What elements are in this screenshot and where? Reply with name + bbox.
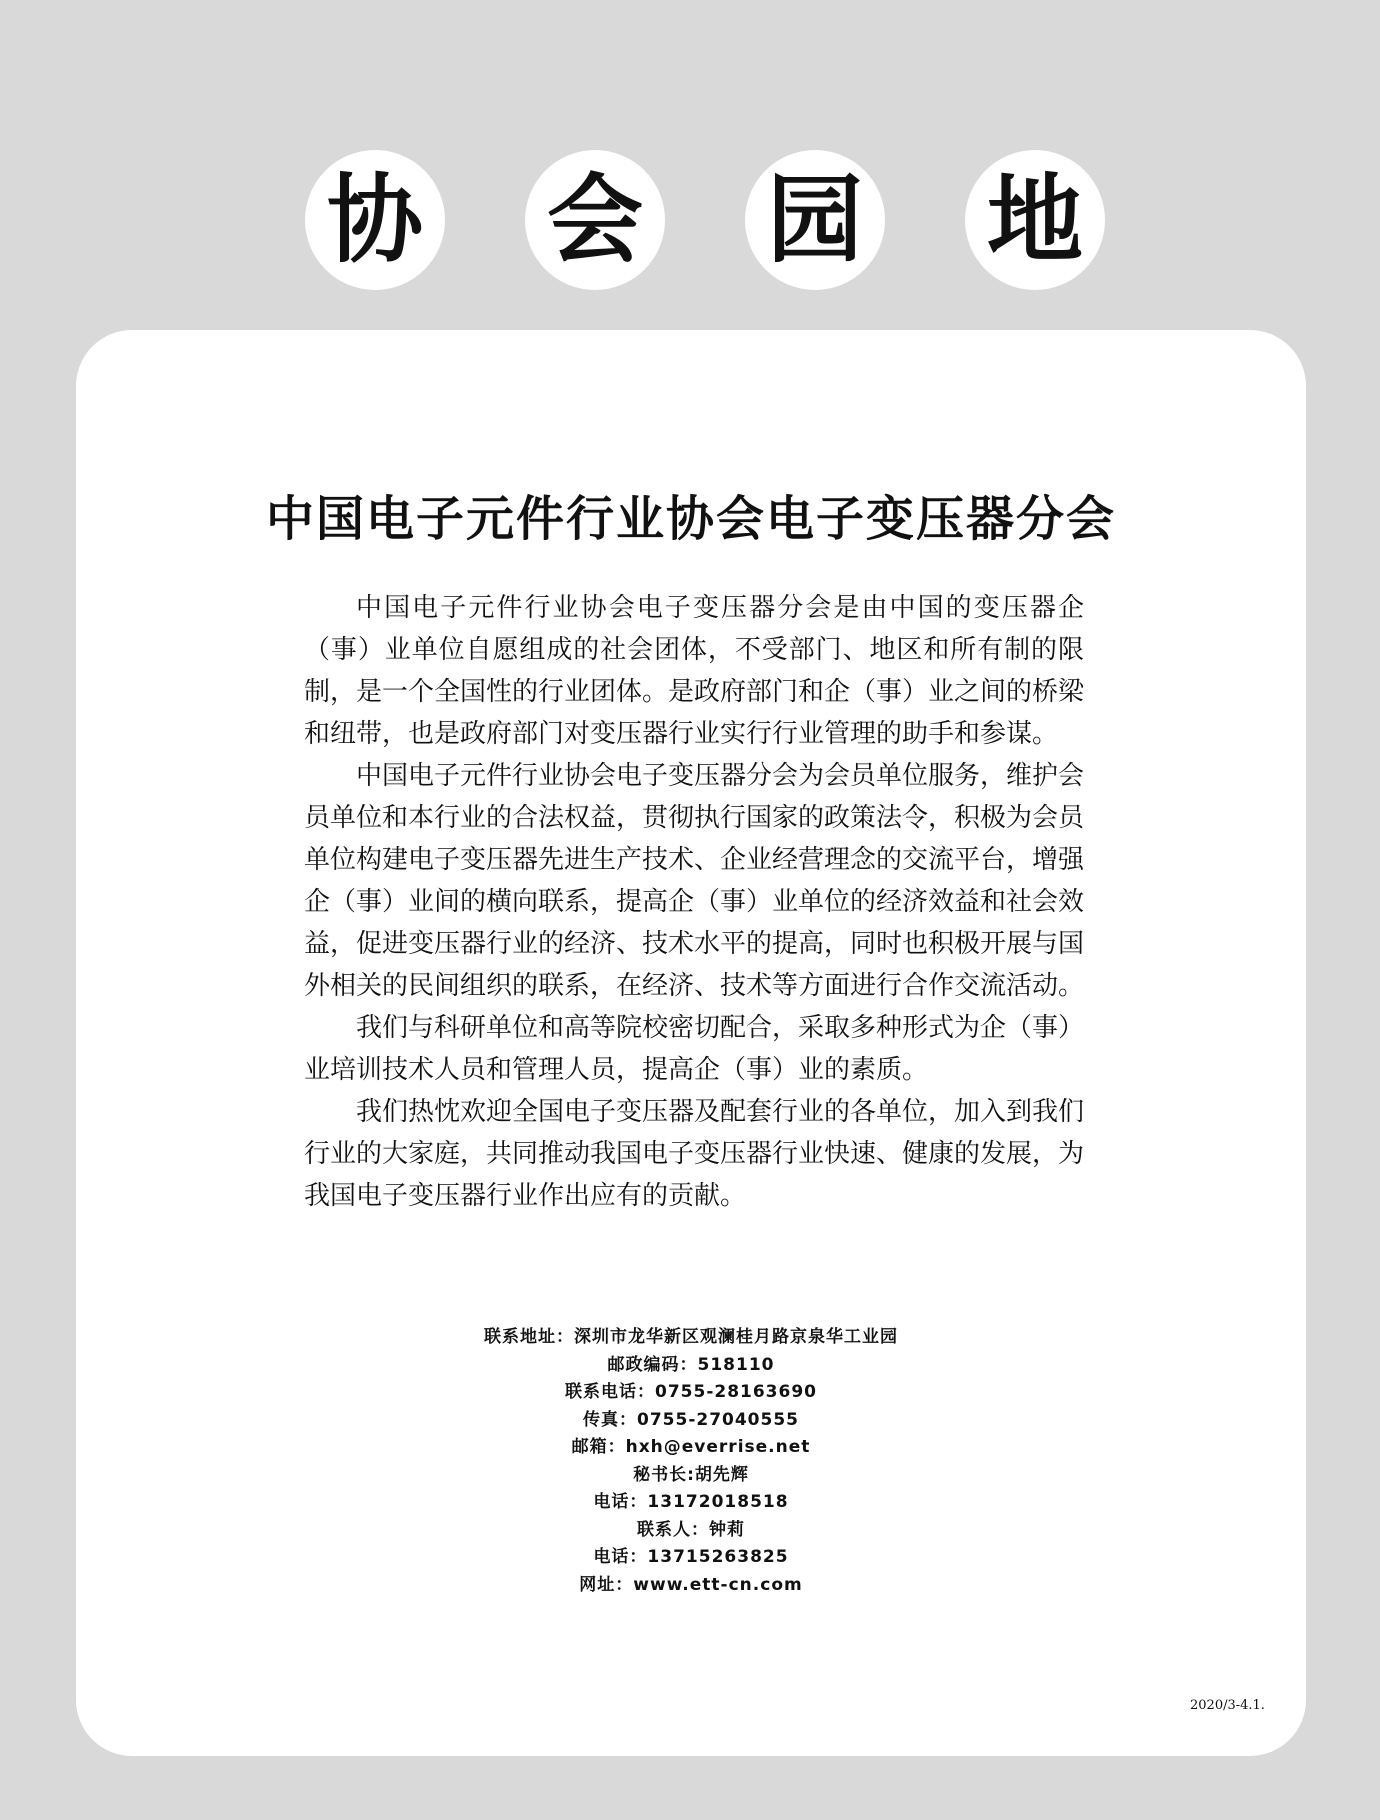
paragraph: 中国电子元件行业协会电子变压器分会是由中国的变压器企（事）业单位自愿组成的社会团体，不受部门、地区和所有制的限制，是一个全国性的行业团体。是政府部门和企（事）业之间的桥梁和纽带，也是政府部门对变压器行业实行行业管理的助手和参谋。 <box>304 593 1085 749</box>
header-char-1: 协 <box>327 164 423 276</box>
contact-person-phone: 电话：13715263825 <box>593 1547 789 1567</box>
header-char-3: 园 <box>767 164 863 276</box>
header-char-circle <box>745 150 885 290</box>
header-char-circle <box>525 150 665 290</box>
paragraph: 我们与科研单位和高等院校密切配合，采取多种形式为企（事）业培训技术人员和管理人员，提高企（事）业的素质。 <box>304 1013 1085 1085</box>
header-circles <box>0 0 1380 320</box>
header-char-circle <box>965 150 1105 290</box>
contact-email: 邮箱：hxh@everrise.net <box>571 1437 811 1457</box>
header-char-4: 地 <box>987 164 1083 276</box>
contact-fax: 传真：0755-27040555 <box>583 1409 799 1430</box>
contact-secretary-phone: 电话：13172018518 <box>593 1492 789 1512</box>
paragraph: 中国电子元件行业协会电子变压器分会为会员单位服务，维护会员单位和本行业的合法权益，贯彻执行国家的政策法令，积极为会员单位构建电子变压器先进生产技术、企业经营理念的交流平台，增强企（事）业间的横向联系，提高企（事）业单位的经济效益和社会效益，促进变压器行业的经济、技术水平的提高，同时也积极开展与国外相关的民间组织的联系，在经济、技术等方面进行合作交流活动。 <box>304 761 1085 1001</box>
header-char-2: 会 <box>547 164 643 276</box>
body-text <box>304 587 1084 1217</box>
contact-person: 联系人：钟莉 <box>637 1519 745 1540</box>
contact-secretary: 秘书长:胡先辉 <box>633 1464 749 1485</box>
contact-postcode: 邮政编码：518110 <box>607 1354 775 1375</box>
contact-phone: 联系电话：0755-28163690 <box>565 1382 817 1402</box>
page-code: 2020/3-4.1. <box>1190 1698 1265 1713</box>
contact-website: 网址：www.ett-cn.com <box>579 1574 803 1595</box>
contact-address: 联系地址：深圳市龙华新区观澜桂月路京泉华工业园 <box>484 1327 898 1347</box>
paragraph: 我们热忱欢迎全国电子变压器及配套行业的各单位，加入到我们行业的大家庭，共同推动我国电子变压器行业快速、健康的发展，为我国电子变压器行业作出应有的贡献。 <box>304 1097 1085 1211</box>
contact-info <box>76 1324 1306 1599</box>
content-card <box>76 330 1306 1756</box>
page-title: 中国电子元件行业协会电子变压器分会 <box>265 491 1116 547</box>
header-char-circle <box>305 150 445 290</box>
